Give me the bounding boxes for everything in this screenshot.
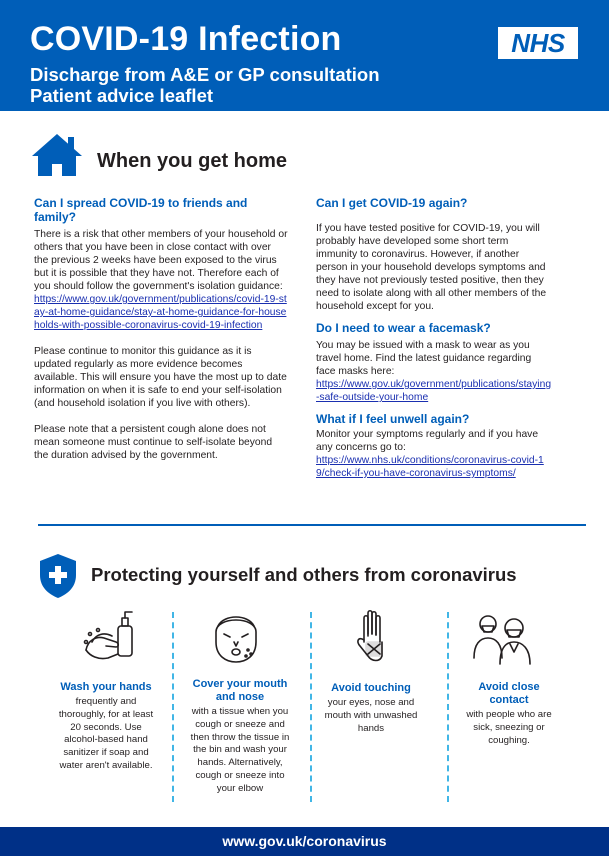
left-column xyxy=(34,196,288,462)
question-unwell: What if I feel unwell again? xyxy=(316,412,470,426)
tip-text: with people who are sick, sneezing or coughing. xyxy=(466,709,552,746)
staying-safe-link[interactable]: https://www.gov.uk/government/publications/staying-safe-outside-your-home xyxy=(316,379,552,403)
section-title-home: When you get home xyxy=(97,150,287,172)
tip-text: your eyes, nose and mouth with unwashed hands xyxy=(324,697,418,734)
shield-cross-icon xyxy=(38,553,78,599)
nhs-symptoms-link[interactable]: https://www.nhs.uk/conditions/coronavirus-covid-19/check-if-you-have-coronavirus-symptoms/ xyxy=(316,455,544,479)
question-spread: Can I spread COVID-19 to friends and family? xyxy=(34,196,248,224)
sneezing-face-icon xyxy=(210,606,262,666)
tip-title: Wash your hands xyxy=(60,681,152,693)
footer-url[interactable]: www.gov.uk/coronavirus xyxy=(0,827,609,856)
question-reinfection: Can I get COVID-19 again? xyxy=(316,196,468,210)
nhs-logo: NHS xyxy=(498,27,578,59)
question-facemask: Do I need to wear a facemask? xyxy=(316,321,491,335)
tip-text: with a tissue when you cough or sneeze and then throw the tissue in the bin and wash your hands. Alternatively, cough or sneeze into your elbow xyxy=(190,706,290,794)
tip-avoid-contact xyxy=(458,681,560,747)
tip-avoid-touching xyxy=(320,682,422,735)
home-icon xyxy=(30,132,84,178)
tip-text: frequently and thoroughly, for at least 20 seconds. Use alcohol-based hand sanitizer if soap and water aren't available. xyxy=(58,696,154,771)
tip-wash-hands xyxy=(56,681,156,773)
paragraph: Please note that a persistent cough alone does not mean someone must continue to self-isolate beyond the duration advised by the government. xyxy=(34,424,273,461)
paragraph: There is a risk that other members of your household or others that you have been in close contact with over the previous 2 weeks have been exposed to the virus but it is possible that they have not. Therefore each of you should follow the government's isolation guidance: xyxy=(34,229,288,292)
tip-title: Cover your mouth and nose xyxy=(192,678,288,703)
isolation-guidance-link[interactable]: https://www.gov.uk/government/publications/covid-19-stay-at-home-guidance/stay-at-home-guidance-for-households-with-possible-coronavirus-covid-19-infection xyxy=(34,294,287,331)
page-subtitle-2: Patient advice leaflet xyxy=(30,85,214,106)
section-title-protect: Protecting yourself and others from coronavirus xyxy=(91,564,517,585)
hand-washing-icon xyxy=(78,604,138,668)
paragraph: Monitor your symptoms regularly and if you have any concerns go to: xyxy=(316,429,539,453)
masked-people-icon xyxy=(470,608,536,670)
dashed-divider xyxy=(447,612,449,802)
page-title: COVID-19 Infection xyxy=(30,20,342,58)
dashed-divider xyxy=(310,612,312,802)
tip-title: Avoid close contact xyxy=(478,681,540,706)
paragraph: If you have tested positive for COVID-19, you will probably have developed some short term immunity to coronavirus. However, if another person in your household develops symptoms and they have not previously tested positive, then they need to isolate along with all other members of the household except for you. xyxy=(316,223,547,312)
dashed-divider xyxy=(172,612,174,802)
right-column xyxy=(316,196,552,480)
page-subtitle: Discharge from A&E or GP consultation xyxy=(30,64,380,85)
paragraph: Please continue to monitor this guidance as it is updated regularly as more evidence becomes available. This will ensure you have the most up to date information on when it is safe to end your self-isolation (and household isolation if you live with others). xyxy=(34,346,287,409)
paragraph: You may be issued with a mask to wear as you travel home. Find the latest guidance regarding face masks here: xyxy=(316,340,532,377)
divider xyxy=(38,524,586,526)
no-touch-hand-icon xyxy=(354,608,394,670)
header-banner xyxy=(0,0,609,111)
tip-title: Avoid touching xyxy=(331,682,411,694)
tip-cover-mouth xyxy=(190,678,290,796)
